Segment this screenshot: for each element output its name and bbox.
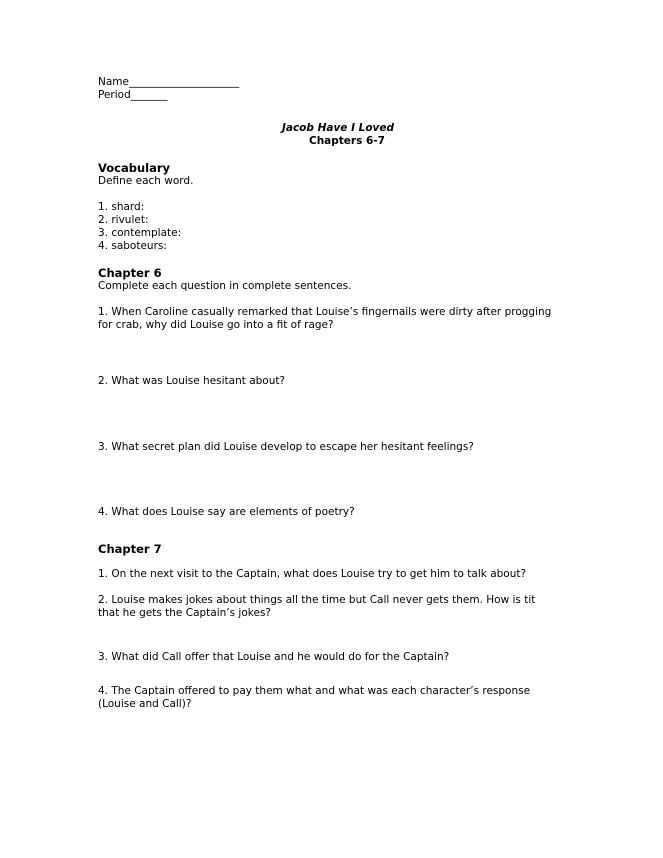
worksheet-page <box>98 76 578 711</box>
chapter6-question: 1. When Caroline casually remarked that Louise’s fingernails were dirty after progging for crab, why did Louise go into a fit of rage? <box>98 306 552 331</box>
chapter6-question: 3. What secret plan did Louise develop to escape her hesitant feelings? <box>98 441 474 453</box>
vocabulary-list <box>98 201 578 253</box>
chapter7-heading: Chapter 7 <box>98 542 162 556</box>
chapter7-question: 2. Louise makes jokes about things all the time but Call never gets them. How is tit that he gets the Captain’s jokes? <box>98 594 536 619</box>
chapter7-question: 4. The Captain offered to pay them what and what was each character’s response (Louise and Call)? <box>98 685 531 710</box>
vocabulary-instruction: Define each word. <box>98 175 194 187</box>
name-line: Name_____________________ <box>98 76 240 88</box>
chapter6-heading: Chapter 6 <box>98 266 162 280</box>
vocabulary-item: 4. saboteurs: <box>98 240 167 252</box>
chapter6-instruction: Complete each question in complete sentences. <box>98 280 352 292</box>
chapters-title: Chapters 6-7 <box>309 135 385 147</box>
book-title: Jacob Have I Loved <box>281 122 395 134</box>
period-line: Period_______ <box>98 89 168 101</box>
chapter7-question: 1. On the next visit to the Captain, what does Louise try to get him to talk about? <box>98 568 527 580</box>
vocabulary-heading: Vocabulary <box>98 161 171 175</box>
chapter7-question: 3. What did Call offer that Louise and he would do for the Captain? <box>98 651 450 663</box>
chapter6-question: 4. What does Louise say are elements of poetry? <box>98 506 355 518</box>
vocabulary-item: 1. shard: <box>98 201 145 213</box>
vocabulary-item: 3. contemplate: <box>98 227 182 239</box>
chapter6-question: 2. What was Louise hesitant about? <box>98 375 286 387</box>
vocabulary-item: 2. rivulet: <box>98 214 149 226</box>
